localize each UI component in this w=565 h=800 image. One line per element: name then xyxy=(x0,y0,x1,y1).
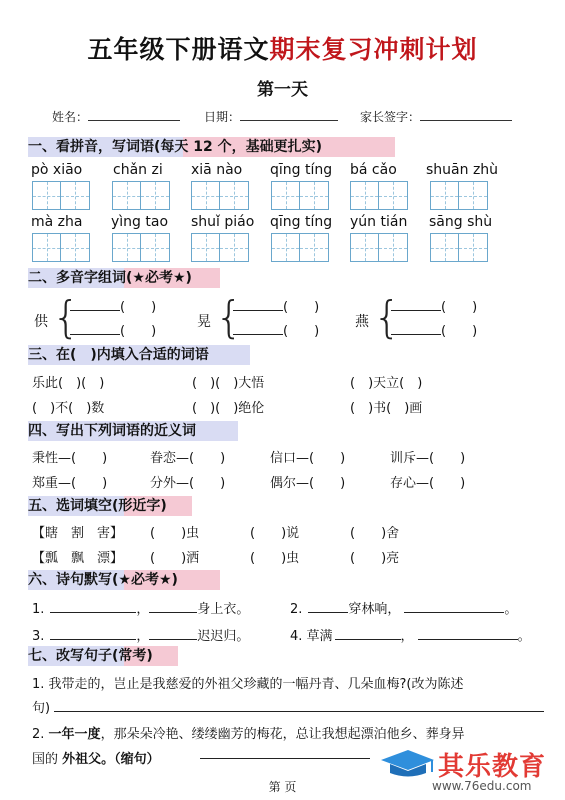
writing-grid[interactable] xyxy=(32,233,90,262)
writing-grid[interactable] xyxy=(271,181,329,210)
synonym-blank[interactable]: 郑重—( ) xyxy=(32,476,108,491)
word-choice-blank[interactable]: ( )洒 xyxy=(150,551,200,566)
polyphone-blank[interactable]: ( ) xyxy=(70,320,156,339)
section6-heading: 六、诗句默写(★必考★) xyxy=(28,570,184,590)
watermark-url: www.76edu.com xyxy=(432,779,532,793)
parent-sign-field[interactable] xyxy=(360,108,512,125)
rewrite-sentence-1: 1. 我带走的，岂止是我慈爱的外祖父珍藏的一幅丹青、几朵血梅?(改为陈述 xyxy=(32,677,464,692)
pinyin: mà zha xyxy=(31,214,83,230)
pinyin: shuān zhù xyxy=(426,162,499,178)
idiom-blank[interactable]: ( )( )大悟 xyxy=(192,376,265,391)
word-choice-blank[interactable]: ( )虫 xyxy=(250,551,300,566)
writing-grid[interactable] xyxy=(350,181,408,210)
pinyin: sāng shù xyxy=(429,214,493,230)
section2-heading: 二、多音字组词(★必考★) xyxy=(28,268,198,288)
writing-grid[interactable] xyxy=(112,233,170,262)
writing-grid[interactable] xyxy=(271,233,329,262)
page-subtitle: 第一天 xyxy=(257,80,308,100)
brace: { xyxy=(52,292,80,343)
section4-heading: 四、写出下列词语的近义词 xyxy=(28,421,202,441)
word-choice-blank[interactable]: ( )虫 xyxy=(150,526,200,541)
brace: { xyxy=(373,292,401,343)
parent-sign-label: 家长签字： xyxy=(360,110,421,124)
pinyin: yìng tao xyxy=(111,214,169,230)
info-row xyxy=(0,108,565,128)
poem-line-4[interactable]: 4. 草满 ， 。 xyxy=(290,629,531,644)
parent-sign-line[interactable] xyxy=(420,108,512,121)
synonym-blank[interactable]: 分外—( ) xyxy=(150,476,226,491)
polyphone-blank[interactable]: ( ) xyxy=(70,296,156,315)
section5-heading: 五、选词填空(形近字) xyxy=(28,496,173,516)
page-title xyxy=(0,30,565,66)
rewrite-sentence-2: 2. 一年一度，那朵朵冷艳、缕缕幽芳的梅花，总让我想起漂泊他乡、葬身异 xyxy=(32,727,465,742)
rewrite-answer-2[interactable] xyxy=(200,748,370,763)
pinyin: qīng tíng xyxy=(270,162,333,178)
idiom-blank[interactable]: ( )天立( ) xyxy=(350,376,423,391)
polyphone-blank[interactable]: ( ) xyxy=(233,296,319,315)
polyphone-char: 燕 xyxy=(355,314,369,330)
writing-grid[interactable] xyxy=(191,233,249,262)
pinyin: bá cǎo xyxy=(350,162,397,178)
writing-grid[interactable] xyxy=(350,233,408,262)
poem-line-1[interactable]: 1. ， 身上衣。 xyxy=(32,602,250,617)
writing-grid[interactable] xyxy=(191,181,249,210)
polyphone-char: 晃 xyxy=(197,314,211,330)
rewrite-sentence-2-cont: 国的 外祖父。（缩句） xyxy=(32,752,160,767)
watermark-brand: 其乐教育 xyxy=(438,752,547,782)
writing-grid[interactable] xyxy=(32,181,90,210)
date-label: 日期： xyxy=(204,110,241,124)
word-choice-blank[interactable]: ( )说 xyxy=(250,526,300,541)
writing-grid[interactable] xyxy=(430,181,488,210)
idiom-blank[interactable]: 乐此( )( ) xyxy=(32,376,105,391)
title-part1: 五年级下册语文 xyxy=(87,35,270,64)
title-part2: 期末复习冲刺计划 xyxy=(269,35,478,64)
synonym-blank[interactable]: 训斥—( ) xyxy=(390,451,466,466)
name-label: 姓名： xyxy=(52,110,89,124)
poem-line-2[interactable]: 2. 穿林响， 。 xyxy=(290,602,518,617)
section7-heading: 七、改写句子(常考) xyxy=(28,646,159,666)
writing-grid[interactable] xyxy=(430,233,488,262)
pinyin: chǎn zi xyxy=(113,162,163,178)
polyphone-blank[interactable]: ( ) xyxy=(233,320,319,339)
idiom-blank[interactable]: ( )不( )数 xyxy=(32,401,105,416)
polyphone-blank[interactable]: ( ) xyxy=(391,296,477,315)
pinyin: pò xiāo xyxy=(31,162,83,178)
date-field[interactable] xyxy=(204,108,338,125)
pinyin: qīng tíng xyxy=(270,214,333,230)
polyphone-char: 供 xyxy=(34,314,48,330)
idiom-blank[interactable]: ( )书( )画 xyxy=(350,401,423,416)
synonym-blank[interactable]: 存心—( ) xyxy=(390,476,466,491)
synonym-blank[interactable]: 眷恋—( ) xyxy=(150,451,226,466)
word-choice-set: 【瞎 割 害】 xyxy=(32,526,124,541)
brace: { xyxy=(215,292,243,343)
pinyin: xiā nào xyxy=(191,162,243,178)
poem-line-3[interactable]: 3. ， 迟迟归。 xyxy=(32,629,250,644)
word-choice-set: 【瓢 飘 漂】 xyxy=(32,551,124,566)
graduation-cap-icon xyxy=(376,748,436,778)
section3-heading: 三、在( )内填入合适的词语 xyxy=(28,345,215,365)
synonym-blank[interactable]: 秉性—( ) xyxy=(32,451,108,466)
pinyin: shuǐ piáo xyxy=(191,214,255,230)
polyphone-blank[interactable]: ( ) xyxy=(391,320,477,339)
synonym-blank[interactable]: 偶尔—( ) xyxy=(270,476,346,491)
rewrite-answer-1[interactable]: 句) xyxy=(32,697,544,716)
idiom-blank[interactable]: ( )( )绝伦 xyxy=(192,401,265,416)
name-field[interactable] xyxy=(52,108,180,125)
writing-grid[interactable] xyxy=(112,181,170,210)
date-line[interactable] xyxy=(240,108,338,121)
name-line[interactable] xyxy=(88,108,180,121)
synonym-blank[interactable]: 信口—( ) xyxy=(270,451,346,466)
word-choice-blank[interactable]: ( )舍 xyxy=(350,526,400,541)
word-choice-blank[interactable]: ( )亮 xyxy=(350,551,400,566)
pinyin: yún tián xyxy=(350,214,408,230)
page-footer: 第 页 xyxy=(268,780,297,794)
section1-heading: 一、看拼音，写词语(每天 12 个，基础更扎实) xyxy=(28,137,328,157)
